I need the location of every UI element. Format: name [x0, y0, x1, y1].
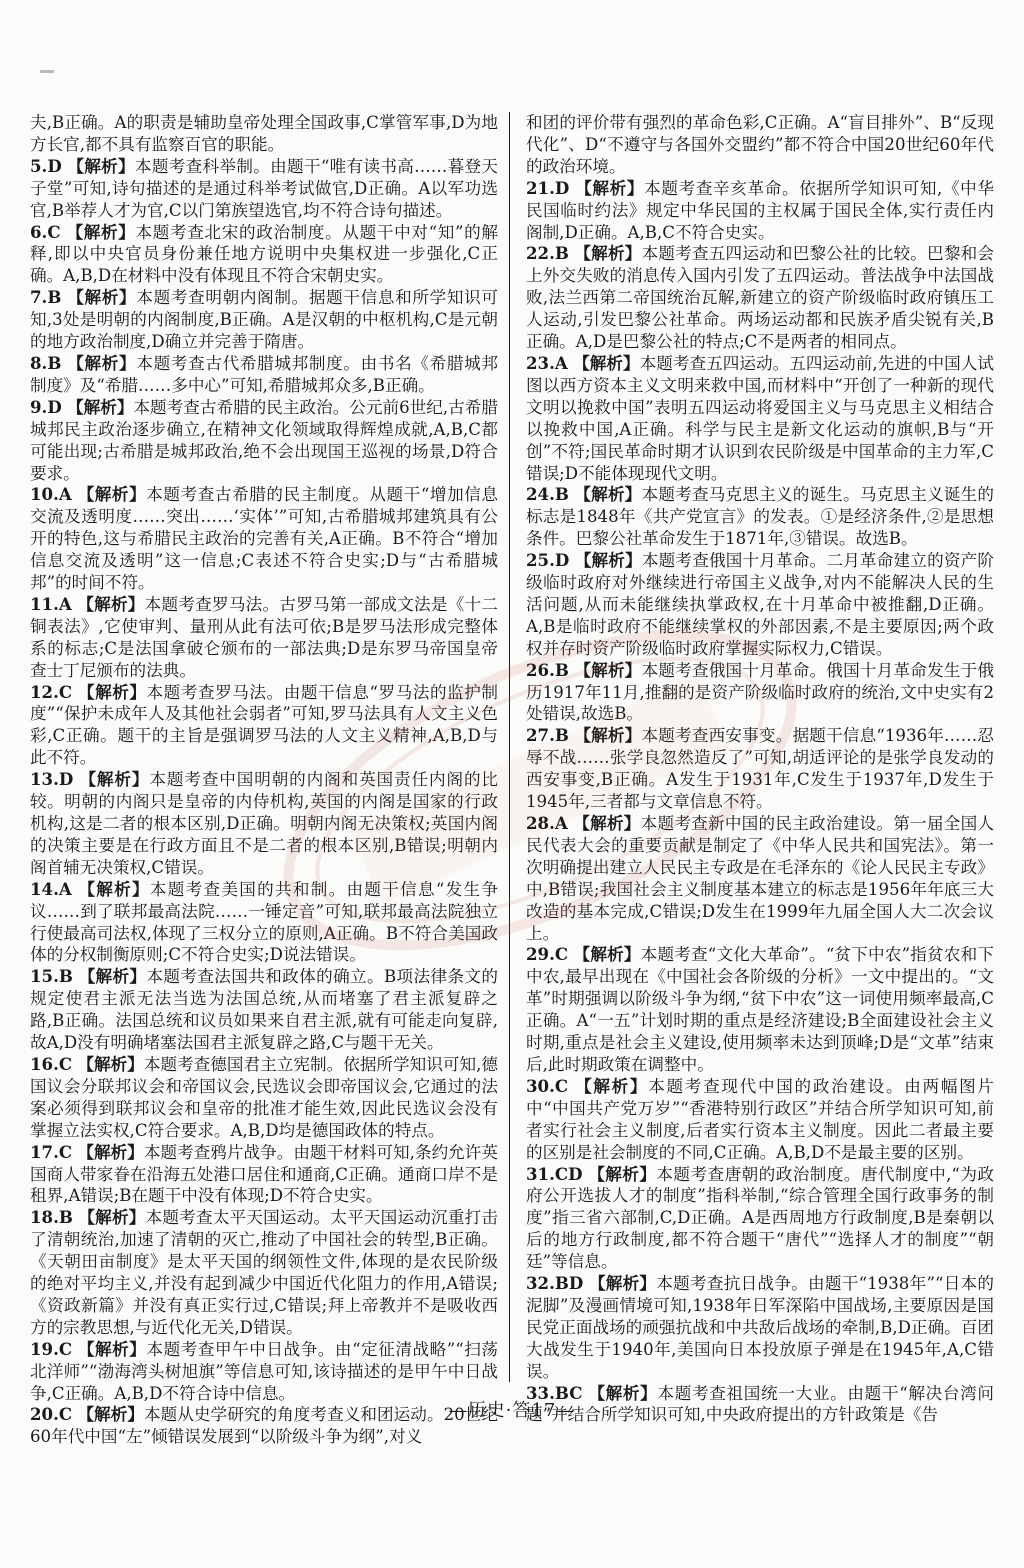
answer-item: [30, 397, 498, 485]
answer-number: 9.D: [30, 396, 62, 417]
answer-text: 本题考查中国明朝的内阁和英国责任内阁的比较。明朝的内阁只是皇帝的内侍机构,英国的内阁是国家的行政机构,这是二者的根本区别,D正确。明朝内阁无决策权;英国内阁的决策主要是在行政方面且不是二者的根本区别,B错误;明朝内阁首辅无决策权,C错误。: [30, 770, 499, 877]
answer-item: [30, 1207, 498, 1338]
analysis-tag: 【解析】: [67, 287, 137, 308]
analysis-tag: 【解析】: [575, 177, 645, 198]
analysis-tag: 【解析】: [588, 1273, 657, 1294]
page-footer: —历史·答17—: [448, 1400, 576, 1421]
answer-text: 本题考查太平天国运动。太平天国运动沉重打击了清朝统治,加速了清朝的灭亡,推动了中国社会的转型,B正确。《天朝田亩制度》是太平天国的纲领性文件,体现的是农民阶级的绝对平均主义,并没有起到减少中国近代化阻力的作用,A错误;《资政新篇》并没有真正实行过,C错误;拜上帝教并不是吸收西方的宗教思想,与近代化无关,D错误。: [30, 1208, 499, 1337]
analysis-tag: 【解析】: [573, 352, 640, 373]
answer-number: 12.C: [30, 681, 73, 702]
answer-text: 本题考查古代希腊城邦制度。由书名《希腊城邦制度》及“希腊……多中心”可知,希腊城邦众多,B正确。: [30, 353, 499, 395]
answer-number: 26.B: [526, 659, 569, 680]
analysis-tag: 【解析】: [573, 944, 641, 965]
answer-item: [526, 1076, 994, 1164]
right-column: [526, 112, 994, 1426]
answer-number: 18.B: [30, 1207, 73, 1228]
answer-number: 21.D: [526, 177, 570, 198]
answer-text: 本题考查西安事变。据题干信息“1936年……忍辱不战……张学良忽然造反了”可知,胡适评论的是张学良发动的西安事变,B正确。A发生于1931年,C发生于1937年,D发生于1945年,三者都与文章信息不符。: [526, 726, 994, 812]
answer-item: [30, 287, 498, 353]
answer-number: 31.CD: [526, 1163, 583, 1184]
answer-number: 30.C: [526, 1075, 569, 1096]
column-divider: [509, 112, 510, 1382]
answer-text: 本题考查现代中国的政治建设。由两幅图片中“中国共产党万岁”“香港特别行政区”并结合所学知识可知,前者实行社会主义制度,后者实行资本主义制度。因此二者最主要的区别是社会制度的不同,C正确。A,B,D不是最主要的区别。: [526, 1076, 995, 1162]
answer-text: 本题考查罗马法。古罗马第一部成文法是《十二铜表法》,它使审判、量刑从此有法可依;B是罗马法形成完整体系的标志;C是法国拿破仑颁布的一部法典;D是东罗马帝国皇帝查士丁尼颁布的法典。: [30, 594, 499, 680]
answer-item: [30, 1142, 498, 1208]
answer-number: 16.C: [30, 1053, 73, 1074]
answer-number: 28.A: [526, 813, 568, 833]
answer-number: 6.C: [30, 221, 61, 242]
answer-item: [30, 112, 498, 156]
answer-number: 8.B: [30, 352, 62, 373]
answer-number: 11.A: [30, 593, 72, 614]
answer-item: [30, 484, 498, 594]
answer-item: [526, 725, 994, 813]
answer-text: 本题从史学研究的角度考查义和团运动。20世纪60年代中国“左”倾错误发展到“以阶级斗争为纲”,对义: [30, 1405, 498, 1447]
answer-number: 20.C: [30, 1404, 73, 1425]
analysis-tag: 【解析】: [77, 1053, 144, 1074]
answer-item: [526, 1164, 994, 1274]
answer-text: 本题考查唐朝的政治制度。唐代制度中,“为政府公开选拔人才的制度”指科举制,“综合管理全国行政事务的制度”指三省六部制,C,D正确。A是西周地方行政制度,B是秦朝以后的地方行政制度,都不符合题干“唐代”“选择人才的制度”“朝廷”等信息。: [526, 1164, 995, 1272]
analysis-tag: 【解析】: [77, 681, 147, 702]
answer-number: 14.A: [30, 878, 72, 899]
analysis-tag: 【解析】: [67, 155, 135, 176]
left-column: [30, 112, 498, 1448]
answer-text: 本题考查五四运动。五四运动前,先进的中国人试图以西方资本主义文明来救中国,而材料中“开创了一种新的现代文明以挽救中国”表明五四运动将爱国主义与马克思主义相结合以挽救中国,A正确。科学与民主是新文化运动的旗帜,B与“开创”不符;国民革命时期才认识到农民阶级是中国革命的主力军,C错误;D不能体现现代文明。: [526, 353, 995, 483]
answer-text: 本题考查甲午中日战争。由“定征清战略”“扫荡北洋师”“渤海湾头树旭旗”等信息可知,该诗描述的是甲午中日战争,C正确。A,B,D不符合诗中信息。: [30, 1339, 499, 1403]
answer-item: [30, 1054, 498, 1142]
analysis-tag: 【解析】: [78, 878, 150, 899]
analysis-tag: 【解析】: [66, 221, 136, 242]
answer-number: 17.C: [30, 1141, 73, 1162]
answer-item: [30, 966, 498, 1054]
analysis-tag: 【解析】: [77, 593, 145, 614]
analysis-tag: 【解析】: [78, 1207, 146, 1228]
answer-text: 夫,B正确。A的职责是辅助皇帝处理全国政事,C掌管军事,D为地方长官,都不具有监察百官的职能。: [30, 113, 498, 154]
analysis-tag: 【解析】: [79, 769, 150, 790]
answer-number: 10.A: [30, 484, 72, 505]
analysis-tag: 【解析】: [575, 1075, 649, 1096]
answer-text: 本题考查祖国统一大业。由题干“解决台湾问题”并结合所学知识可知,中央政府提出的方针政策是《告: [526, 1383, 995, 1425]
analysis-tag: 【解析】: [77, 1141, 144, 1162]
answer-text: 本题考查俄国十月革命。俄国十月革命发生于俄历1917年11月,推翻的是资产阶级临时政府的统治,文中史实有2处错误,故选B。: [526, 660, 995, 724]
answer-text: 本题考查法国共和政体的确立。B项法律条文的规定使君主派无法当选为法国总统,从而堵塞了君主派复辟之路,B正确。法国总统和议员如果来自君主派,就有可能走向复辟,故A,D没有明确堵塞法国君主派复辟之路,C与题干无关。: [30, 967, 498, 1053]
answer-number: 25.D: [526, 550, 570, 571]
answer-text: 本题考查“文化大革命”。“贫下中农”指贫农和下中农,最早出现在《中国社会各阶级的分析》一文中提出的。“文革”时期强调以阶级斗争为纲,“贫下中农”这一词使用频率最高,C正确。A“一五”计划时期的重点是经济建设;B全面建设社会主义时期,重点是社会主义建设,使用频率未达到顶峰;D是“文革”结束后,此时期政策在调整中。: [526, 945, 994, 1074]
answer-number: 27.B: [526, 725, 569, 746]
answer-text: 和团的评价带有强烈的革命色彩,C正确。A“盲目排外”、B“反现代化”、D“不遵守与各国外交盟约”都不符合中国20世纪60年代的政治环境。: [526, 113, 994, 176]
analysis-tag: 【解析】: [77, 484, 147, 505]
answer-text: 本题考查罗马法。由题干信息“罗马法的监护制度”“保护未成年人及其他社会弱者”可知,罗马法具有人文主义色彩,C正确。题干的主旨是强调罗马法的人文主义精神,A,B,D与此不符。: [30, 682, 499, 768]
answer-number: 24.B: [526, 484, 569, 505]
answer-text: 本题考查德国君主立宪制。依据所学知识可知,德国议会分联邦议会和帝国议会,民选议会即帝国议会,它通过的法案必须得到联邦议会和皇帝的批准才能生效,因此民选议会没有掌握立法实权,C符合要求。A,B,D均是德国政体的特点。: [30, 1054, 499, 1140]
analysis-tag: 【解析】: [67, 396, 134, 417]
answer-text: 本题考查科举制。由题干“唯有读书高……暮登天子堂”可知,诗句描述的是通过科举考试做官,D正确。A以军功选官,B举荐人才为官,C以门第族望选官,均不符合诗句描述。: [30, 156, 499, 220]
answer-item: [526, 178, 994, 244]
answer-item: [30, 156, 498, 222]
answer-item: [30, 222, 498, 288]
answer-item: [526, 353, 994, 484]
answer-text: 本题考查美国的共和制。由题干信息“发生争议……到了联邦最高法院……一锤定音”可知,联邦最高法院独立行使最高司法权,体现了三权分立的原则,A正确。B不符合美国政体的分权制衡原则;C不符合史实;D说法错误。: [30, 879, 498, 965]
scan-mark: [40, 70, 54, 73]
answer-text: 本题考查古希腊的民主制度。从题干“增加信息交流及透明度……突出……‘实体’”可知,古希腊城邦建筑具有公开的特色,这与希腊民主政治的完善有关,A正确。B不符合“增加信息交流及透明”这一信息;C表述不符合史实;D与“古希腊城邦”的时间不符。: [30, 485, 499, 593]
answer-number: 32.BD: [526, 1273, 584, 1294]
answer-number: 5.D: [30, 155, 62, 176]
answer-text: 本题考查抗日战争。由题干“1938年”“日本的泥脚”及漫画情境可知,1938年日军深陷中国战场,主要原因是国民党正面战场的顽强抗战和中共敌后战场的牵制,B,D正确。百团大战发生于1940年,美国向日本投放原子弹是在1945年,A,C错误。: [526, 1274, 995, 1381]
answer-number: 7.B: [30, 287, 62, 308]
answer-text: 本题考查鸦片战争。由题干材料可知,条约允许英国商人带家眷在沿海五处港口居住和通商,C正确。通商口岸不是租界,A错误;B在题干中没有体现;D不符合史实。: [30, 1142, 499, 1206]
analysis-tag: 【解析】: [78, 966, 147, 987]
answer-text: 本题考查北宋的政治制度。从题干中对“知”的解释,即以中央官员身份兼任地方说明中央集权进一步强化,C正确。A,B,D在材料中没有体现且不符合宋朝史实。: [30, 222, 499, 286]
answer-item: [526, 243, 994, 353]
answer-item: [526, 112, 994, 178]
answer-item: [526, 1273, 994, 1383]
analysis-tag: 【解析】: [574, 484, 642, 505]
analysis-tag: 【解析】: [573, 813, 641, 833]
analysis-tag: 【解析】: [77, 1404, 144, 1425]
answer-item: [30, 682, 498, 770]
answer-number: 29.C: [526, 944, 569, 965]
answer-text: 本题考查五四运动和巴黎公社的比较。巴黎和会上外交失败的消息传入国内引发了五四运动。普法战争中法国战败,法兰西第二帝国统治瓦解,新建立的资产阶级临时政府镇压工人运动,引发巴黎公社革命。两场运动都和民族矛盾尖锐有关,B正确。A,D是巴黎公社的特点;C不是两者的相同点。: [526, 244, 995, 352]
answer-item: [30, 353, 498, 397]
analysis-tag: 【解析】: [574, 550, 642, 571]
answer-number: 19.C: [30, 1338, 73, 1359]
answer-text: 本题考查新中国的民主政治建设。第一届全国人民代表大会的重要贡献是制定了《中华人民共和国宪法》。第一次明确提出建立人民民主专政是在毛泽东的《论人民民主专政》中,B错误;我国社会主义制度基本建立的标志是1956年年底三大改造的基本完成,C错误;D发生在1999年九届全国人大二次会议上。: [526, 814, 995, 943]
analysis-tag: 【解析】: [77, 1338, 147, 1359]
answer-item: [30, 879, 498, 967]
answer-text: 本题考查马克思主义的诞生。马克思主义诞生的标志是1848年《共产党宣言》的发表。①是经济条件,②是思想条件。巴黎公社革命发生于1871年,③错误。故选B。: [526, 485, 995, 549]
answer-number: 13.D: [30, 769, 74, 790]
answer-number: 15.B: [30, 966, 73, 987]
answer-item: [526, 944, 994, 1075]
analysis-tag: 【解析】: [588, 1382, 658, 1403]
answer-item: [526, 484, 994, 550]
analysis-tag: 【解析】: [588, 1163, 657, 1184]
answer-text: 本题考查明朝内阁制。据题干信息和所学知识可知,3处是明朝的内阁制度,B正确。A是汉朝的中枢机构,C是元朝的地方政治制度,D确立并完善于隋唐。: [30, 288, 499, 352]
answer-text: 本题考查辛亥革命。依据所学知识可知,《中华民国临时约法》规定中华民国的主权属于国民全体,实行责任内阁制,D正确。A,B,C不符合史实。: [526, 178, 995, 242]
answer-text: 本题考查俄国十月革命。二月革命建立的资产阶级临时政府对外继续进行帝国主义战争,对内不能解决人民的生活问题,从而未能继续执掌政权,在十月革命中被推翻,D正确。A,B是临时政府不能继续掌权的外部因素,不是主要原因;两个政权并存时资产阶级临时政府掌握实际权力,C错误。: [526, 551, 995, 658]
answer-text: 本题考查古希腊的民主政治。公元前6世纪,古希腊城邦民主政治逐步确立,在精神文化领域取得辉煌成就,A,B,C都可能出现;古希腊是城邦政治,绝不会出现国王巡视的场景,D符合要求。: [30, 397, 498, 483]
answer-number: 22.B: [526, 243, 569, 264]
answer-number: 33.BC: [526, 1382, 583, 1403]
analysis-tag: 【解析】: [574, 725, 642, 746]
answer-number: 23.A: [526, 352, 568, 373]
answer-item: [526, 813, 994, 944]
answer-item: [30, 594, 498, 682]
answer-item: [526, 550, 994, 660]
analysis-tag: 【解析】: [574, 243, 642, 264]
answer-item: [526, 660, 994, 726]
answer-item: [30, 769, 498, 879]
analysis-tag: 【解析】: [67, 352, 137, 373]
analysis-tag: 【解析】: [574, 659, 642, 680]
answer-item: [30, 1339, 498, 1405]
